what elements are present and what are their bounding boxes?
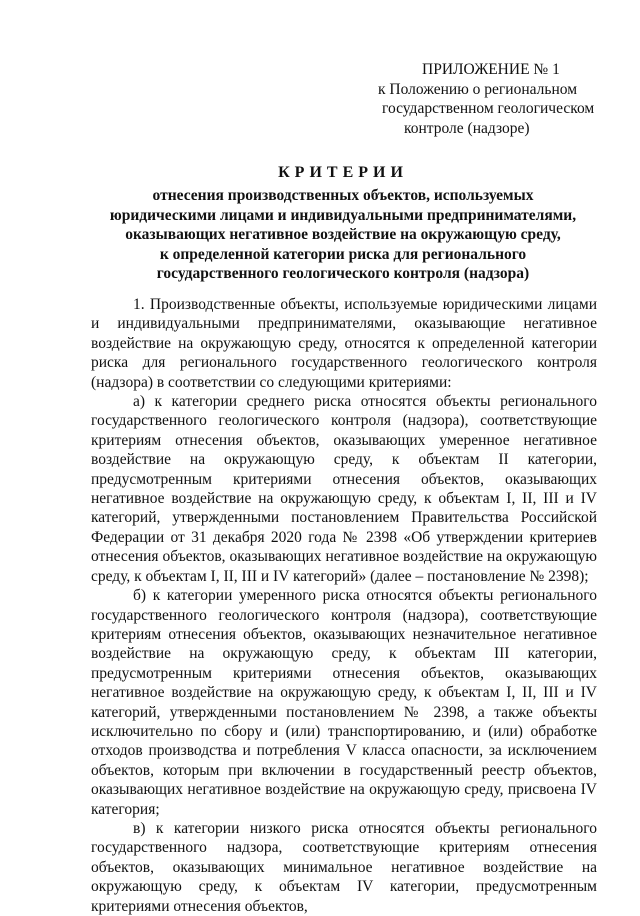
appendix-line: контроле (надзоре) — [404, 119, 530, 137]
heading-subtitle-line: к определенной категории риска для регионального — [159, 245, 527, 263]
appendix-line: государственном геологическом — [382, 100, 595, 117]
body-paragraph: б) к категории умеренного риска относятся объекты регионального государственного геологического контроля (надзора), соответствующие критериям отнесения объектов, оказывающих незначительное негативное воздействие на окружающую среду, к объектам III категории, предусмотренным критериями отнесения объектов, оказывающих негативное воздействие на окружающую среду, к объектам I, II, III и IV категорий, утвержденными постановлением № 2398, а также объекты исключительно по сбору и (или) транспортированию, и (или) обработке отходов производства и потребления V класса опасности, за исключением объектов, которым при включении в государственный реестр объектов, оказывающих негативное воздействие на окружающую среду, присвоена IV категория; — [91, 587, 597, 818]
appendix-header — [378, 60, 608, 138]
appendix-line: к Положению о региональном — [378, 80, 578, 98]
document-heading — [88, 162, 598, 284]
heading-subtitle-line: отнесения производственных объектов, используемых — [152, 187, 534, 204]
body-paragraph: 1. Производственные объекты, используемые юридическими лицами и индивидуальными предпринимателями, оказывающие негативное воздействие на окружающую среду, относятся к определенной категории риска для регионального государственного геологического контроля (надзора) в соответствии со следующими критериями: — [91, 296, 597, 391]
body-paragraph: в) к категории низкого риска относятся объекты регионального государственного надзора, соответствующие критериям отнесения объектов, оказывающих минимальное негативное воздействие на окружающую среду, к объектам IV категории, предусмотренным критериями отнесения объектов, — [91, 819, 597, 915]
heading-title: КРИТЕРИИ — [278, 164, 408, 181]
document-body — [91, 295, 597, 916]
heading-subtitle-line: оказывающих негативное воздействие на окружающую среду, — [125, 226, 561, 243]
body-paragraph: а) к категории среднего риска относятся объекты регионального государственного геологического контроля (надзора), соответствующие критериям отнесения объектов, оказывающих умеренное негативное воздействие на окружающую среду, к объектам II категории, предусмотренным критериями отнесения объектов, оказывающих негативное воздействие на окружающую среду, к объектам I, II, III и IV категорий, утвержденными постановлением Правительства Российской Федерации от 31 декабря 2020 года № 2398 «Об утверждении критериев отнесения объектов, оказывающих негативное воздействие на окружающую среду, к объектам I, II, III и IV категорий» (далее – постановление № 2398); — [91, 393, 597, 585]
appendix-title: ПРИЛОЖЕНИЕ № 1 — [422, 61, 560, 78]
heading-subtitle-line: юридическими лицами и индивидуальными предпринимателями, — [109, 206, 577, 224]
heading-subtitle-line: государственного геологического контроля (надзора) — [156, 265, 530, 282]
